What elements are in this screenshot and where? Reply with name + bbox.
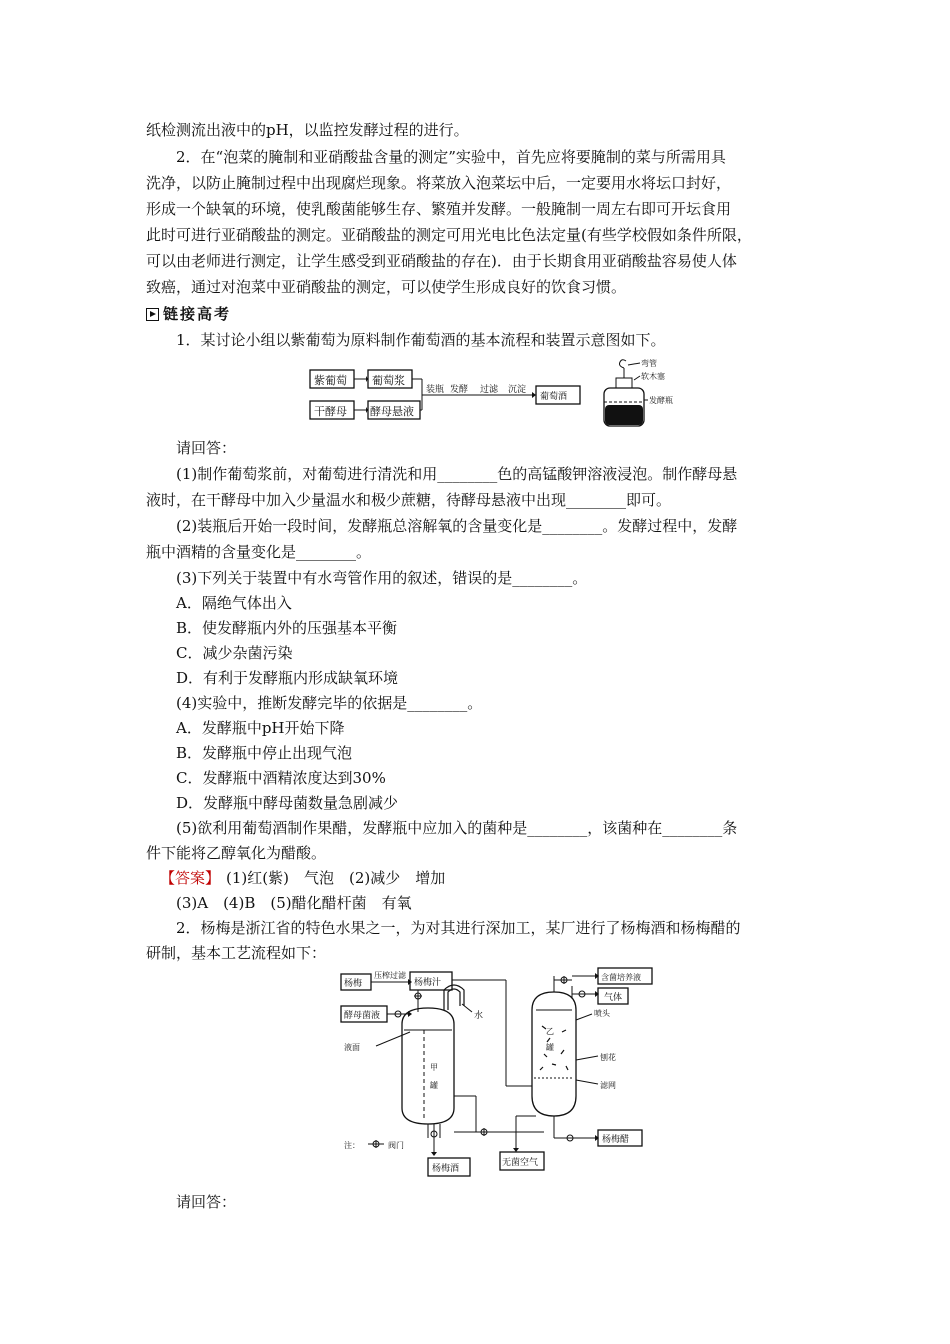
label-tank-b-2: 罐 (546, 1043, 554, 1052)
option-3d: D．有利于发酵瓶内形成缺氧环境 (176, 669, 399, 687)
paragraph-line: 洗净，以防止腌制过程中出现腐烂现象。将菜放入泡菜坛中后，一定要用水将坛口封好， (146, 174, 732, 192)
label-filter: 过滤 (480, 385, 499, 395)
label-note: 注： (344, 1141, 360, 1150)
paragraph-line: 纸检测流出液中的pH，以监控发酵过程的进行。 (146, 121, 469, 139)
label-ferment: 发酵 (450, 385, 469, 395)
label-bayberry: 杨梅 (344, 979, 363, 989)
section-heading-text: 链接高考 (163, 305, 232, 323)
play-icon (146, 308, 159, 321)
label-bent-tube: 弯管 (641, 359, 657, 368)
label-yeast-suspension: 酵母悬液 (370, 405, 414, 418)
question-1: 1．某讨论小组以紫葡萄为原料制作葡萄酒的基本流程和装置示意图如下。 (176, 331, 666, 349)
label-liquid-level: 液面 (344, 1043, 360, 1052)
label-gas: 气体 (604, 993, 623, 1003)
sub-question-4: (4)实验中，推断发酵完毕的依据是________。 (176, 694, 483, 712)
label-tank-a-1: 甲 (430, 1063, 438, 1072)
label-filter-net: 滤网 (600, 1081, 616, 1090)
reply-prompt: 请回答： (176, 439, 237, 457)
sub-question-3: (3)下列关于装置中有水弯管作用的叙述，错误的是________。 (176, 569, 588, 587)
sub-question-5: (5)欲利用葡萄酒制作果醋，发酵瓶中应加入的菌种是________，该菌种在________条 (176, 819, 738, 837)
question-2-cont: 研制，基本工艺流程如下： (146, 944, 327, 962)
label-bayberry-vinegar: 杨梅醋 (602, 1135, 630, 1145)
figure-wine-process (300, 358, 680, 430)
label-press-filter: 压榨过滤 (374, 971, 406, 980)
label-wood-shavings: 刨花 (600, 1053, 616, 1062)
sub-question-5-cont: 件下能将乙醇氧化为醋酸。 (146, 844, 327, 862)
answer-text: (1)红(紫) 气泡 (2)减少 增加 (226, 869, 446, 887)
figure-bayberry-process (336, 966, 676, 1186)
option-4c: C．发酵瓶中酒精浓度达到30% (176, 769, 386, 787)
option-4a: A．发酵瓶中pH开始下降 (176, 719, 345, 737)
label-fermentation-bottle: 发酵瓶 (649, 396, 673, 405)
sub-question-1: (1)制作葡萄浆前，对葡萄进行清洗和用________色的高锰酸钾溶液浸泡。制作酵母悬 (176, 465, 738, 483)
sub-question-2-cont: 瓶中酒精的含量变化是________。 (146, 543, 372, 561)
section-heading (146, 304, 231, 324)
label-yeast-liquid: 酵母菌液 (344, 1011, 381, 1021)
paragraph-line: 致癌，通过对泡菜中亚硝酸盐的测定，可以使学生形成良好的饮食习惯。 (146, 278, 627, 296)
label-sterile-air: 无菌空气 (502, 1158, 539, 1168)
label-bottling: 装瓶 (426, 385, 445, 395)
label-culture-liquid: 含菌培养液 (601, 973, 641, 982)
label-bayberry-juice: 杨梅汁 (414, 978, 442, 988)
label-grape-pulp: 葡萄浆 (372, 374, 405, 387)
label-cork: 软木塞 (641, 372, 665, 381)
question-2: 2．杨梅是浙江省的特色水果之一，为对其进行深加工，某厂进行了杨梅酒和杨梅醋的 (176, 919, 741, 937)
label-settle: 沉淀 (508, 385, 527, 395)
option-4d: D．发酵瓶中酵母菌数量急剧减少 (176, 794, 399, 812)
tank-b (532, 992, 576, 1116)
answer-line (160, 868, 445, 888)
option-3c: C．减少杂菌污染 (176, 644, 293, 662)
paragraph-line: 此时可进行亚硝酸盐的测定。亚硝酸盐的测定可用光电比色法定量(有些学校假如条件所限， (146, 226, 752, 244)
answer-line-2: (3)A (4)B (5)醋化醋杆菌 有氧 (176, 894, 412, 912)
label-tank-b-1: 乙 (546, 1027, 554, 1036)
label-purple-grapes: 紫葡萄 (314, 374, 347, 387)
label-wine: 葡萄酒 (540, 392, 568, 402)
option-3a: A．隔绝气体出入 (176, 594, 292, 612)
label-nozzle: 喷头 (594, 1009, 610, 1018)
label-valve: 阀门 (388, 1141, 404, 1150)
paragraph-line: 形成一个缺氧的环境，使乳酸菌能够生存、繁殖并发酵。一般腌制一周左右即可开坛食用 (146, 200, 732, 218)
label-water: 水 (474, 1011, 484, 1021)
tank-a (402, 1008, 454, 1124)
label-bayberry-wine: 杨梅酒 (432, 1164, 460, 1174)
paragraph-line: 可以由老师进行测定，让学生感受到亚硝酸盐的存在)．由于长期食用亚硝酸盐容易使人体 (146, 252, 737, 270)
option-4b: B．发酵瓶中停止出现气泡 (176, 744, 353, 762)
sub-question-2: (2)装瓶后开始一段时间，发酵瓶总溶解氧的含量变化是________。发酵过程中，发酵 (176, 517, 738, 535)
answer-tag: 【答案】 (160, 869, 221, 887)
label-dry-yeast: 干酵母 (314, 405, 347, 418)
label-tank-a-2: 罐 (430, 1081, 438, 1090)
option-3b: B．使发酵瓶内外的压强基本平衡 (176, 619, 398, 637)
paragraph-line: 2．在“泡菜的腌制和亚硝酸盐含量的测定”实验中，首先应将要腌制的菜与所需用具 (176, 148, 726, 166)
reply-prompt-2: 请回答： (176, 1193, 237, 1211)
sub-question-1-cont: 液时，在干酵母中加入少量温水和极少蔗糖，待酵母悬液中出现________即可。 (146, 491, 672, 509)
